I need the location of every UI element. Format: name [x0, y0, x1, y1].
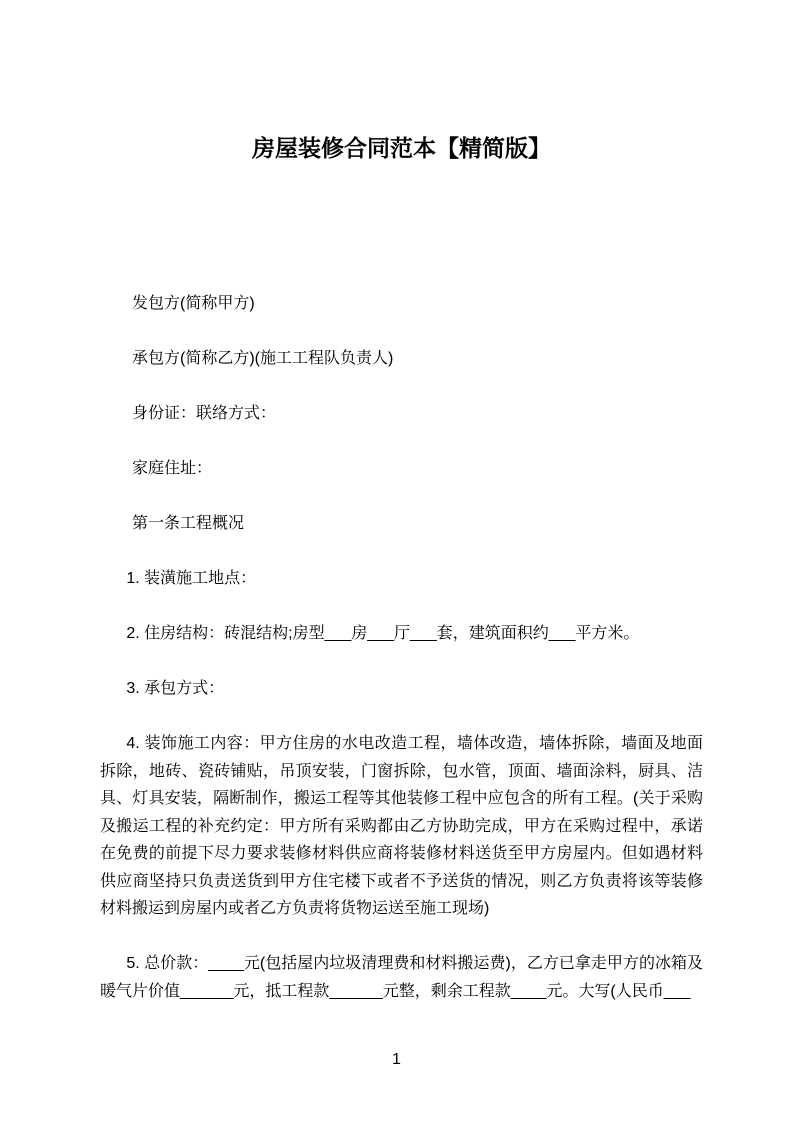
id-and-contact-line: 身份证：联络方式： [132, 405, 277, 422]
clause-4-scope-of-work: 4. 装饰施工内容：甲方住房的水电改造工程，墙体改造，墙体拆除，墙面及地面拆除，地砖、瓷砖铺贴，吊顶安装，门窗拆除，包水管，顶面、墙面涂料，厨具、洁具、灯具安装，隔断制作，搬运工程等其他装修工程中应包含的所有工程。(关于采购及搬运工程的补充约定：甲方所有采购都由乙方协助完成，甲方在采购过程中，承诺在免费的前提下尽力要求装修材料供应商将装修材料送货至甲方房屋内。但如遇材料供应商坚持只负责送货到甲方住宅楼下或者不予送货的情况，则乙方负责将该等装修材料搬运到房屋内或者乙方负责将货物运送至施工现场) [100, 735, 703, 917]
home-address-line: 家庭住址： [132, 460, 213, 477]
clause-3-contract-method: 3. 承包方式： [126, 680, 225, 697]
page-number: 1 [392, 1051, 401, 1068]
party-a-line: 发包方(简称甲方) [132, 295, 255, 312]
party-b-line: 承包方(简称乙方)(施工工程队负责人) [132, 350, 394, 367]
clause-2-structure: 2. 住房结构：砖混结构;房型___房___厅___套，建筑面积约___平方米。 [126, 625, 640, 642]
clause-5-total-price: 5. 总价款：____元(包括屋内垃圾清理费和材料搬运费)，乙方已拿走甲方的冰箱及暖气片价值______元，抵工程款______元整，剩余工程款____元。大写(人民币___ [100, 955, 703, 1000]
clause-1-location: 1. 装潢施工地点： [126, 570, 257, 587]
document-content [100, 0, 703, 1033]
document-title: 房屋装修合同范本【精简版】 [252, 135, 551, 161]
article-1-heading: 第一条工程概况 [132, 515, 245, 532]
